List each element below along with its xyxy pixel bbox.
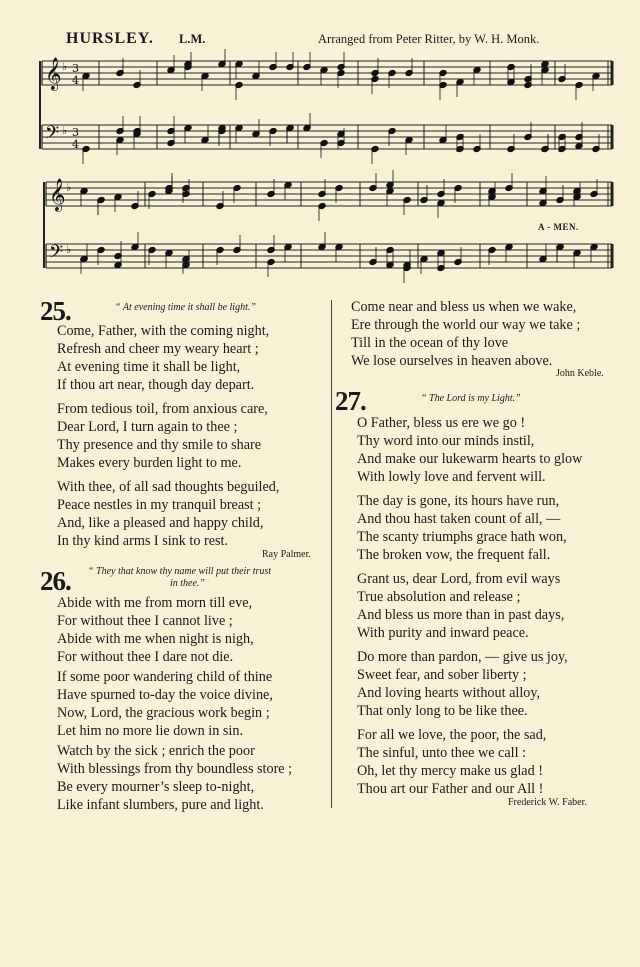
hymn-27-stanza-1 [357,414,582,486]
verse-line: Makes every burden light to me. [57,455,242,472]
hymn-27-stanza-5 [357,726,546,798]
verse-line: Have spurned to-day the voice divine, [57,687,273,704]
verse-line: Peace nestles in my tranquil breast ; [57,497,262,514]
svg-text:𝄞: 𝄞 [49,178,66,211]
hymn-25-stanza-1 [57,322,269,394]
verse-line: The day is gone, its hours have run, [357,493,560,509]
hymn-27-author: Frederick W. Faber. [508,797,587,808]
verse-line: Sweet fear, and sober liberty ; [357,667,527,684]
svg-text:3: 3 [72,62,79,75]
verse-line: In thy kind arms I sink to rest. [57,533,229,550]
verse-line: Ere through the world our way we take ; [351,317,581,334]
hymn-26-author: John Keble. [556,368,604,379]
svg-text:♭: ♭ [62,124,68,137]
verse-line: And make our lukewarm hearts to glow [357,451,583,468]
verse-line: Be every mourner’s sleep to-night, [57,779,255,796]
tune-name: HURSLEY. [66,30,154,47]
verse-line: The broken vow, the frequent fall. [357,547,551,564]
hymn-26-stanza-3 [57,742,292,814]
hymn-25-author: Ray Palmer. [262,549,311,560]
hymn-25-stanza-2 [57,400,268,472]
verse-line: Abide with me when night is nigh, [57,631,254,648]
hymn-27-stanza-4 [357,648,568,720]
svg-text:3: 3 [72,126,79,139]
verse-line: That only long to be like thee. [357,703,528,720]
verse-line: At evening time it shall be light, [57,359,241,376]
verse-line: The scanty triumphs grace hath won, [357,529,567,546]
verse-line: Do more than pardon, — give us joy, [357,649,568,665]
verse-line: And thou hast taken count of all, — [357,511,561,528]
verse-line: And loving hearts without alloy, [357,685,541,702]
verse-line: Thy word into our minds instil, [357,433,535,450]
hymn-26-stanza-2 [57,668,273,740]
hymn-25-stanza-3 [57,478,279,550]
verse-line: If thou art near, though day depart. [57,377,255,394]
svg-text:♭: ♭ [66,243,72,256]
verse-line: Let him no more lie down in sin. [57,723,243,740]
verse-line: Abide with me from morn till eve, [57,595,253,611]
verse-line: True absolution and release ; [357,589,521,606]
verse-line: For without thee I dare not die. [57,649,234,666]
tune-credit: Arranged from Peter Ritter, by W. H. Monk. [318,32,540,46]
verse-line: Now, Lord, the gracious work begin ; [57,705,270,722]
hymn-number-25: 25. [40,296,71,326]
svg-text:𝄢: 𝄢 [45,123,60,148]
svg-text:𝄞: 𝄞 [45,57,62,90]
verse-line: With blessings from thy boundless store ; [57,761,293,778]
verse-line: Like infant slumbers, pure and light. [57,797,264,814]
verse-line: The sinful, unto thee we call : [357,745,527,762]
verse-line: With purity and inward peace. [357,625,529,642]
tune-meter: L.M. [179,32,206,46]
verse-line: Watch by the sick ; enrich the poor [57,743,255,759]
hymn-27-epigraph: “ The Lord is my Light.” [421,393,521,404]
hymn-26-stanza-4 [351,298,580,370]
verse-line: We lose ourselves in heaven above. [351,353,553,370]
hymn-number-27: 27. [335,386,366,416]
hymn-number-26: 26. [40,566,71,596]
verse-line: And bless us more than in past days, [357,607,565,624]
verse-line: For without thee I cannot live ; [57,613,233,630]
verse-line: If some poor wandering child of thine [57,669,273,685]
verse-line: With thee, of all sad thoughts beguiled, [57,479,280,495]
hymn-27-stanza-2 [357,492,567,564]
verse-line: From tedious toil, from anxious care, [57,401,268,417]
svg-text:♭: ♭ [66,181,72,194]
verse-line: Come, Father, with the coming night, [57,323,270,339]
hymn-26-epigraph-line-1: “ They that know thy name will put their trust [88,566,272,577]
svg-text:♭: ♭ [62,60,68,73]
hymn-26-epigraph-line-2: in thee.” [170,578,205,589]
hymn-25-epigraph: “ At evening time it shall be light.” [115,302,256,313]
verse-line: With lowly love and fervent will. [357,469,546,486]
verse-line: Oh, let thy mercy make us glad ! [357,763,543,780]
verse-line: For all we love, the poor, the sad, [357,727,547,743]
verse-line: And, like a pleased and happy child, [57,515,264,532]
amen-label: A - MEN. [538,222,579,232]
verse-line: O Father, bless us ere we go ! [357,415,526,431]
verse-line: Grant us, dear Lord, from evil ways [357,571,561,587]
verse-line: Thy presence and thy smile to share [57,437,262,454]
verse-line: Come near and bless us when we wake, [351,299,577,315]
verse-line: Thou art our Father and our All ! [357,781,544,798]
column-divider [331,300,332,808]
verse-line: Refresh and cheer my weary heart ; [57,341,259,358]
svg-text:𝄢: 𝄢 [49,242,64,267]
hymn-26-stanza-1 [57,594,254,666]
svg-text:4: 4 [72,74,79,87]
verse-line: Dear Lord, I turn again to thee ; [57,419,238,436]
music-score [0,0,640,290]
hymn-27-stanza-3 [357,570,564,642]
verse-line: Till in the ocean of thy love [351,335,509,352]
svg-text:4: 4 [72,138,79,151]
